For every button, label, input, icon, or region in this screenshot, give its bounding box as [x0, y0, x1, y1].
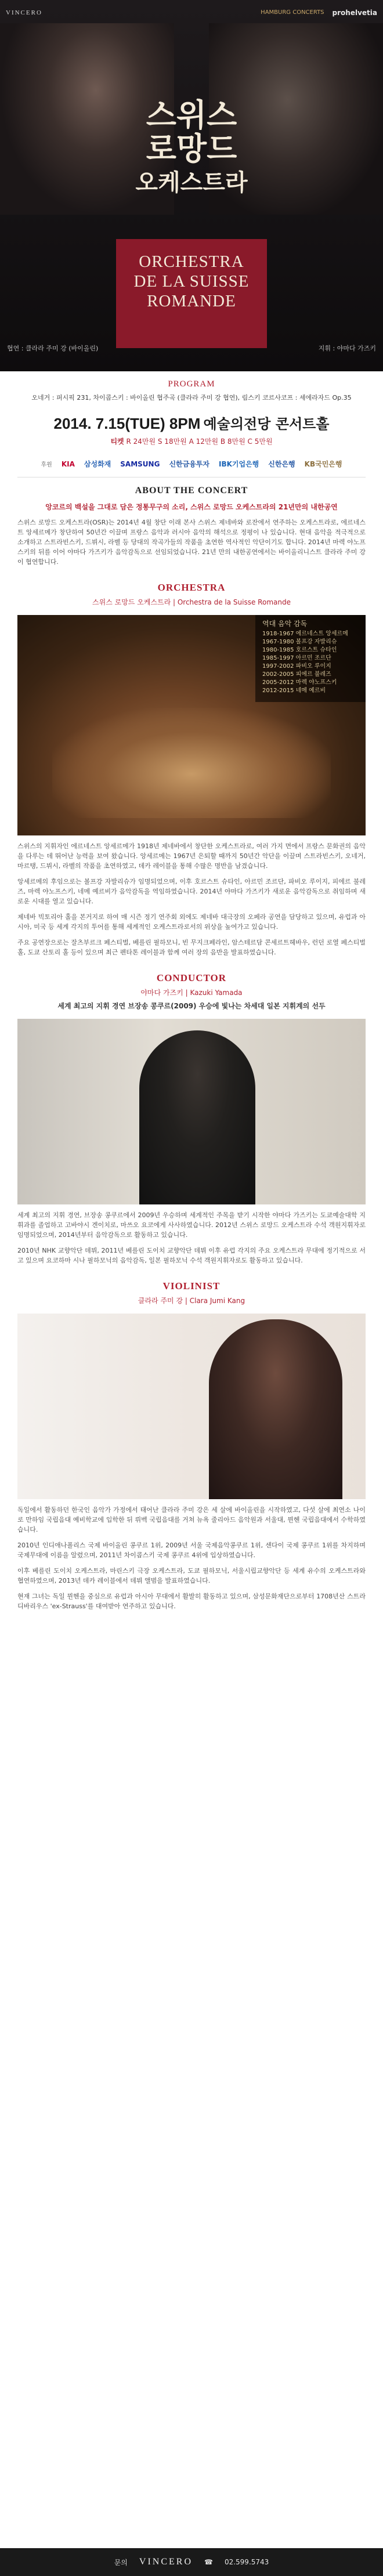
- main-content: [0, 371, 383, 1611]
- sponsor-label: 후원: [41, 462, 52, 468]
- history-item: 1967-1980 볼프강 자발리슈: [262, 639, 337, 645]
- about-text: 스위스 로망드 오케스트라(OSR)는 2014년 4월 창단 이래 본사 스위스 제네바와 로잔에서 연주하는 오케스트라로, 에르네스트 앙세르메가 창단하여 50년간 이끌며 프랑스 음악과 러시아 음악의 해석으로 정평이 나 있습니다. 현대 음악을 적극적으로 소개하고 스트라빈스키, 드뷔시, 라벨 등 당대의 작곡가들의 작품을 초연한 역사적인 악단이기도 합니다. 2014년 마렉 야노프스키의 뒤를 이어 야마다 가즈키가 음악감독으로 선임되었습니다. 21년 만의 내한공연에서는 바이올리니스트 클라라 주미 강이 협연합니다.: [17, 519, 366, 566]
- sponsor-samsung: SAMSUNG: [120, 460, 160, 468]
- history-item: 2002-2005 피에르 불레즈: [262, 671, 331, 678]
- hero-title-en-line2: DE LA SUISSE: [133, 272, 250, 291]
- hero-title-en-line3: ROMANDE: [147, 292, 236, 310]
- violinist-text-3: 이후 베를린 도이치 오케스트라, 마린스키 극장 오케스트라, 도쿄 필하모닉, 서울시립교향악단 등 세계 유수의 오케스트라와 협연하였으며, 2013년 데카 레이블에서 데뷔 앨범을 발표하였습니다.: [17, 1567, 366, 1584]
- price-label: 티켓: [110, 437, 124, 446]
- violinist-text-1: 독일에서 활동하던 한국인 음악가 가정에서 태어난 클라라 주미 강은 세 살에 바이올린을 시작하였고, 다섯 살에 최연소 나이로 만하임 국립음대 예비학교에 입학한 뒤 뤼벡 국립음대를 거쳐 뉴욕 줄리아드 음악원과 서울대, 뮌헨 국립음대에서 수학하였습니다.: [17, 1506, 366, 1533]
- caption-conductor: 지휘 : 야마다 가즈키: [318, 345, 376, 352]
- violinist-text-2: 2010년 인디애나폴리스 국제 바이올린 콩쿠르 1위, 2009년 서울 국제음악콩쿠르 1위, 센다이 국제 콩쿠르 1위를 차지하며 국제무대에 이름을 알렸으며, 2011년 차이콥스키 국제 콩쿠르 4위에 입상하였습니다.: [17, 1542, 366, 1559]
- orchestra-photo: [17, 615, 366, 835]
- conductor-heading: CONDUCTOR: [156, 972, 227, 983]
- orchestra-subheading: 스위스 로망드 오케스트라 | Orchestra de la Suisse Romande: [92, 598, 291, 606]
- program-heading: PROGRAM: [168, 379, 215, 389]
- hamburg-concerts-logo: HAMBURG CONCERTS: [261, 9, 324, 16]
- footer-phone[interactable]: 02.599.5743: [224, 2558, 269, 2566]
- about-section: [0, 486, 383, 512]
- sponsor-ibk: IBK기업은행: [219, 460, 259, 468]
- sponsor-logos: [261, 9, 377, 17]
- event-venue: 예술의전당 콘서트홀: [203, 416, 330, 432]
- conductor-figure: [139, 1030, 255, 1204]
- history-item: 2012-2015 네메 예르비: [262, 688, 326, 694]
- footer-phone-icon: ☎: [204, 2558, 213, 2566]
- orchestra-text-3: 제네바 빅토리아 홀을 본거지로 하여 매 시즌 정기 연주회 외에도 제네바 대극장의 오페라 공연을 담당하고 있으며, 유럽과 아시아, 미국 등 세계 각지의 투어를 통해 세계적인 오케스트라로서의 위상을 높여가고 있습니다.: [17, 913, 366, 931]
- hero-title-kr: [116, 99, 267, 200]
- history-item: 1918-1967 에르네스트 앙세르메: [262, 631, 348, 637]
- violinist-heading: VIOLINIST: [162, 1280, 221, 1291]
- prohelvetia-logo: prohelvetia: [332, 9, 377, 17]
- hero-title-kr-line1: 스위스: [146, 97, 237, 133]
- about-heading: ABOUT THE CONCERT: [135, 486, 248, 495]
- hero-header: [0, 0, 383, 26]
- sponsor-kb: KB국민은행: [304, 460, 342, 468]
- violinist-subheading: 클라라 주미 강 | Clara Jumi Kang: [138, 1297, 245, 1305]
- violinist-text-4: 현재 그녀는 독일 뮌헨을 중심으로 유럽과 아시아 무대에서 활발히 활동하고 있으며, 삼성문화재단으로부터 1708년산 스트라디바리우스 'ex-Strauss'를 대여받아 연주하고 있습니다.: [17, 1593, 366, 1610]
- footer: [0, 2548, 383, 2576]
- sponsor-row: [0, 459, 383, 469]
- orchestra-text-4: 주요 공연장으로는 잘츠부르크 페스티벌, 베를린 필하모니, 빈 무지크페라인, 암스테르담 콘세르트헤바우, 런던 로열 페스티벌 홀, 도쿄 산토리 홀 등이 있으며 최근 펜타톤 레이블과 함께 여러 장의 음반을 발표하였습니다.: [17, 939, 366, 956]
- footer-label: 문의: [114, 2558, 128, 2567]
- hero-title-kr-line3: 오케스트라: [135, 169, 248, 196]
- event-date: 2014. 7.15(TUE) 8PM: [53, 415, 201, 432]
- price-row: [0, 436, 383, 446]
- sponsor-shinhan-invest: 신한금융투자: [169, 460, 209, 468]
- violinist-portrait: [17, 1314, 366, 1499]
- sponsor-shinhan-bank: 신한은행: [268, 460, 295, 468]
- history-item: 2005-2012 마렉 야노프스키: [262, 679, 337, 686]
- conductor-portrait: [17, 1019, 366, 1204]
- history-heading: 역대 음악 감독: [262, 620, 308, 628]
- orchestra-text-2: 앙세르메의 후임으로는 볼프강 자발리슈가 임명되었으며, 이후 호르스트 슈타인, 아르민 조르단, 파비오 루이지, 피에르 불레즈, 마렉 야노프스키, 네메 예르비가 음악감독을 역임하였습니다. 2014년 야마다 가즈키가 새로운 음악감독으로 취임하며 새로운 시대를 열고 있습니다.: [17, 878, 366, 905]
- orchestra-stage: [52, 708, 331, 818]
- hero-title-en-line1: ORCHESTRA: [139, 252, 244, 271]
- program-section: [0, 371, 383, 402]
- sponsor-kia: KIA: [61, 460, 75, 468]
- orchestra-heading: ORCHESTRA: [157, 582, 226, 593]
- price-list: R 24만원 S 18만원 A 12만원 B 8만원 C 5만원: [126, 437, 273, 446]
- conductor-tagline: 세계 최고의 지휘 경연 브장송 콩쿠르(2009) 우승에 빛나는 차세대 일본 지휘계의 선두: [57, 1002, 326, 1010]
- hero-title-en-box: [116, 239, 267, 348]
- sponsor-samsung-fire: 삼성화재: [84, 460, 111, 468]
- caption-violinist: 협연 : 클라라 주미 강 (바이올린): [7, 345, 99, 352]
- footer-brand-logo: VINCERO: [139, 2557, 193, 2567]
- orchestra-text-1: 스위스의 지휘자인 에르네스트 앙세르메가 1918년 제네바에서 창단한 오케스트라로, 여러 가지 면에서 프랑스 문화권의 음악을 다루는 데 뛰어난 능력을 보여 왔습니다. 앙세르메는 1967년 은퇴할 때까지 50년간 악단을 이끌며 스트라빈스키, 오네거, 마르탱, 드뷔시, 라벨의 작품을 초연하였고, 데카 레이블을 통해 수많은 명반을 남겼습니다.: [17, 842, 366, 870]
- conductor-text-2: 2010년 NHK 교향악단 데뷔, 2011년 베를린 도이치 교향악단 데뷔 이후 유럽 각지의 주요 오케스트라 무대에 정기적으로 서고 있으며 요코하마 시나 필하모닉의 음악감독, 일본 필하모닉 수석 객원지휘자로도 활동하고 있습니다.: [17, 1247, 366, 1264]
- hero-title-kr-line2: 로망드: [146, 131, 237, 167]
- music-director-history: [255, 615, 366, 702]
- conductor-text-1: 세계 최고의 지휘 경연, 브장송 콩쿠르에서 2009년 우승하며 세계적인 주목을 받기 시작한 야마다 가즈키는 도쿄예술대학 지휘과를 졸업하고 고바야시 겐이치로, 마쓰오 요코에게 사사하였습니다. 2012년 스위스 로망드 오케스트라 수석 객원지휘자로 임명되었으며, 2014년부터 음악감독으로 활동하고 있습니다.: [17, 1211, 366, 1239]
- hero-banner: [0, 0, 383, 371]
- violinist-figure: [209, 1319, 342, 1499]
- brand-logo: VINCERO: [6, 9, 42, 16]
- history-item: 1997-2002 파비오 루이지: [262, 663, 331, 670]
- program-text: 오네거 : 퍼시픽 231, 차이콥스키 : 바이올린 협주곡 (클라라 주미 강 협연), 림스키 코르사코프 : 셰에라자드 Op.35: [31, 394, 352, 401]
- history-item: 1980-1985 호르스트 슈타인: [262, 647, 337, 653]
- event-date-row: [0, 413, 383, 433]
- conductor-subheading: 야마다 가즈키 | Kazuki Yamada: [140, 989, 243, 997]
- about-subheading: 앙코르의 백설을 그대로 담은 정통무구의 소리, 스위스 로망드 오케스트라의 21년만의 내한공연: [45, 503, 338, 511]
- history-item: 1985-1997 아르민 조르단: [262, 655, 331, 661]
